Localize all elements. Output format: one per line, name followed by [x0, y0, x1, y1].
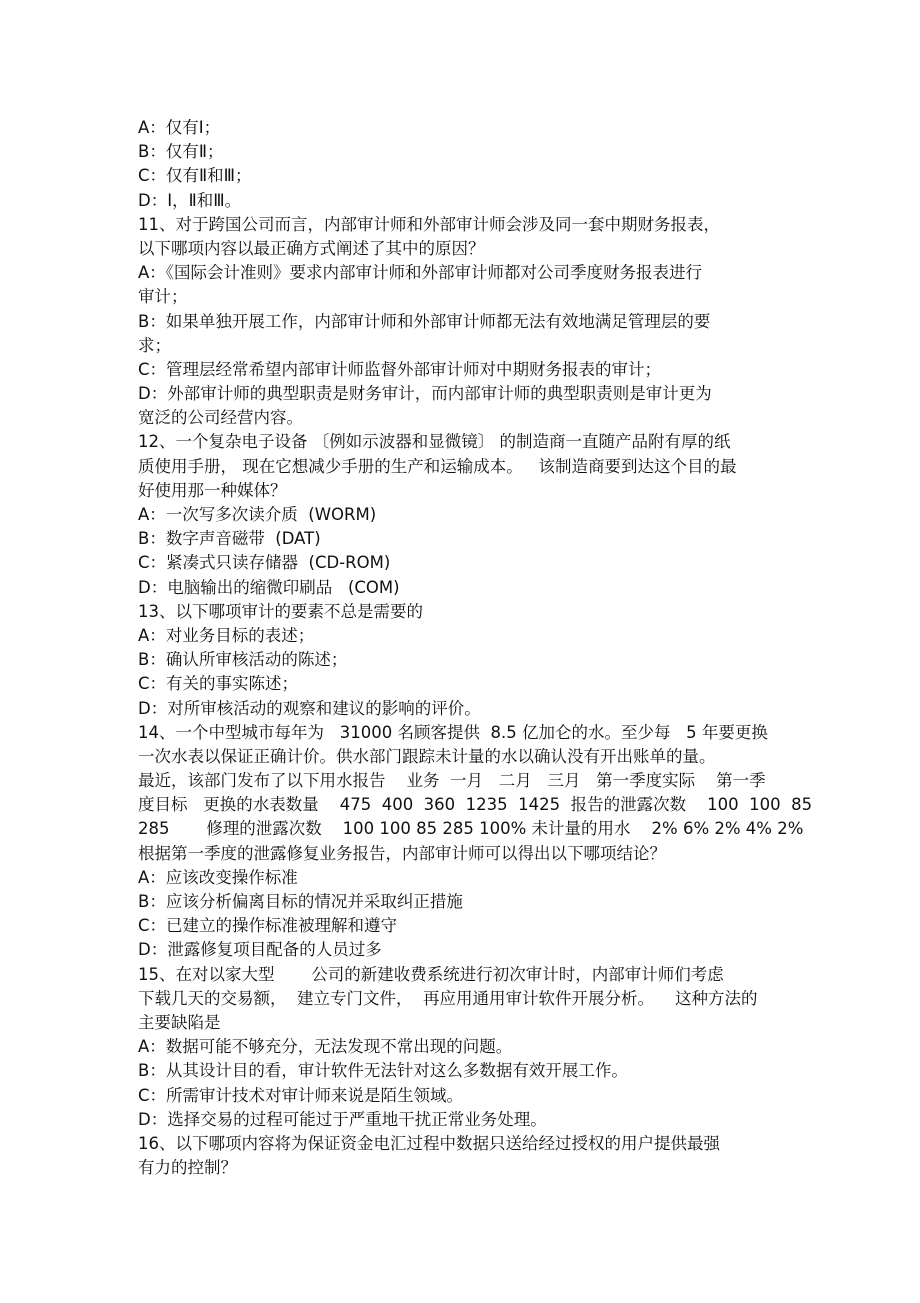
- question-12-line: 质使用手册， 现在它想减少手册的生产和运输成本。 该制造商要到达这个目的最: [138, 456, 737, 476]
- question-11-line: 以下哪项内容以最正确方式阐述了其中的原因？: [138, 238, 485, 258]
- question-16-line: 16、以下哪项内容将为保证资金电汇过程中数据只送给经过授权的用户提供最强: [138, 1133, 720, 1153]
- question-13-line: 13、以下哪项审计的要素不总是需要的: [138, 601, 423, 621]
- question-14-line: 一次水表以保证正确计价。供水部门跟踪未计量的水以确认没有开出账单的量。: [138, 746, 716, 766]
- question-14-line: 最近，该部门发布了以下用水报告 业务 一月 二月 三月 第一季度实际 第一季: [138, 771, 766, 791]
- document-text: [138, 116, 813, 1180]
- question-14-line: 14、一个中型城市每年为 31000 名顾客提供 8.5 亿加仑的水。至少每 5 年要更换: [138, 722, 768, 742]
- text-line: 审计；: [138, 287, 188, 307]
- text-line: A：对业务目标的表述；: [138, 625, 315, 645]
- text-line: B：如果单独开展工作，内部审计师和外部审计师都无法有效地满足管理层的要: [138, 311, 711, 331]
- text-line: A：数据可能不够充分，无法发现不常出现的问题。: [138, 1037, 513, 1057]
- text-line: D：Ⅰ，Ⅱ和Ⅲ。: [138, 190, 242, 210]
- text-line: C：有关的事实陈述；: [138, 674, 299, 694]
- text-line: A：《国际会计准则》要求内部审计师和外部审计师都对公司季度财务报表进行: [138, 263, 703, 283]
- question-11-line: 11、对于跨国公司而言，内部审计师和外部审计师会涉及同一套中期财务报表，: [138, 214, 720, 234]
- text-line: D：外部审计师的典型职责是财务审计，而内部审计师的典型职责则是审计更为: [138, 384, 712, 404]
- text-line: A：仅有Ⅰ；: [138, 118, 221, 137]
- text-line: 宽泛的公司经营内容。: [138, 408, 303, 428]
- question-14-line: 根据第一季度的泄露修复业务报告，内部审计师可以得出以下哪项结论？: [138, 843, 666, 863]
- text-line: C：仅有Ⅱ和Ⅲ；: [138, 166, 252, 186]
- text-line: B：从其设计目的看，审计软件无法针对这么多数据有效开展工作。: [138, 1061, 628, 1081]
- question-15-line: 下载几天的交易额， 建立专门文件， 再应用通用审计软件开展分析。 这种方法的: [138, 988, 758, 1008]
- text-line: A：一次写多次读介质 (WORM): [138, 505, 377, 524]
- question-16-line: 有力的控制？: [138, 1158, 237, 1178]
- text-line: D：泄露修复项目配备的人员过多: [138, 940, 382, 960]
- text-line: 求；: [138, 335, 171, 355]
- text-line: B：应该分析偏离目标的情况并采取纠正措施: [138, 892, 463, 911]
- question-14-line: 度目标 更换的水表数量 475 400 360 1235 1425 报告的泄露次数 100 100 85: [138, 795, 813, 815]
- text-line: A：应该改变操作标准: [138, 867, 298, 887]
- text-line: B：仅有Ⅱ；: [138, 142, 224, 162]
- question-15-line: 15、在对以家大型 公司的新建收费系统进行初次审计时，内部审计师们考虑: [138, 964, 724, 984]
- text-line: C：管理层经常希望内部审计师监督外部审计师对中期财务报表的审计；: [138, 359, 662, 379]
- question-12-line: 好使用那一种媒体？: [138, 480, 287, 500]
- text-line: D：选择交易的过程可能过于严重地干扰正常业务处理。: [138, 1109, 547, 1129]
- text-line: B：数字声音磁带 (DAT): [138, 529, 321, 549]
- question-12-line: 12、一个复杂电子设备 〔例如示波器和显微镜〕 的制造商一直随产品附有厚的纸: [138, 432, 731, 452]
- text-line: D：电脑输出的缩微印刷品 (COM): [138, 577, 400, 597]
- text-line: D：对所审核活动的观察和建议的影响的评价。: [138, 698, 481, 718]
- question-14-line: 285 修理的泄露次数 100 100 85 285 100% 未计量的用水 2% 6% 2% 4% 2%: [138, 819, 804, 839]
- text-line: B：确认所审核活动的陈述；: [138, 650, 348, 670]
- text-line: C：紧凑式只读存储器 (CD-ROM): [138, 553, 391, 573]
- question-15-line: 主要缺陷是: [138, 1012, 221, 1032]
- text-line: C：所需审计技术对审计师来说是陌生领域。: [138, 1085, 464, 1105]
- text-line: C：已建立的操作标准被理解和遵守: [138, 916, 398, 936]
